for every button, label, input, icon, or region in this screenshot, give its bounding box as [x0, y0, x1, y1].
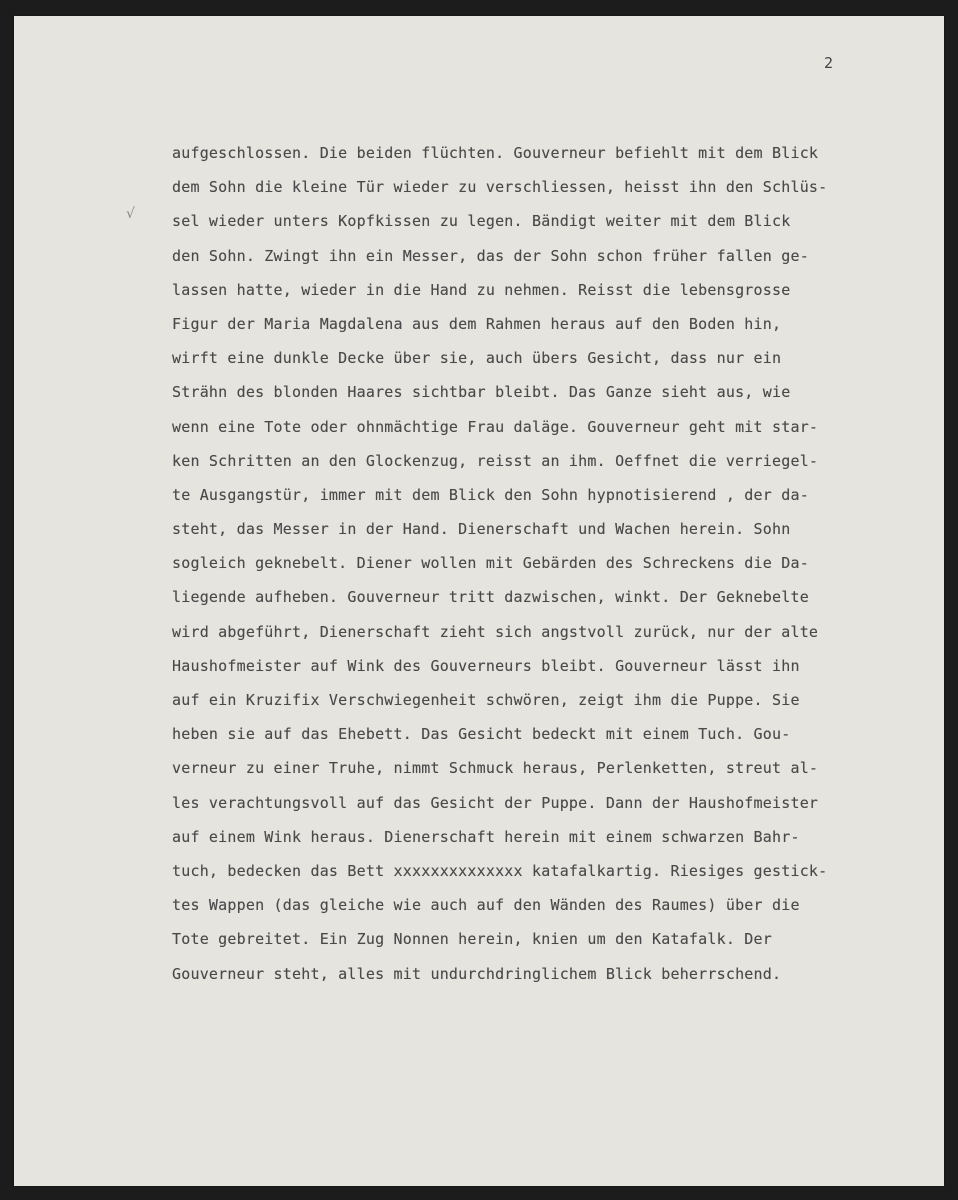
text-line: tes Wappen (das gleiche wie auch auf den Wänden des Raumes) über die: [172, 896, 800, 915]
text-line: les verachtungsvoll auf das Gesicht der Puppe. Dann der Haushofmeister: [172, 793, 819, 812]
text-line: dem Sohn die kleine Tür wieder zu verschliessen, heisst ihn den Schlüs-: [172, 178, 828, 197]
typed-body-text: [172, 136, 912, 991]
text-line: ken Schritten an den Glockenzug, reisst an ihm. Oeffnet die verriegel-: [172, 451, 819, 470]
text-line: Strähn des blonden Haares sichtbar bleibt. Das Ganze sieht aus, wie: [172, 383, 791, 402]
text-line: Figur der Maria Magdalena aus dem Rahmen heraus auf den Boden hin,: [172, 314, 782, 333]
page-number: 2: [824, 54, 834, 72]
text-line: Haushofmeister auf Wink des Gouverneurs bleibt. Gouverneur lässt ihn: [172, 656, 800, 675]
text-line: wirft eine dunkle Decke über sie, auch übers Gesicht, dass nur ein: [172, 349, 782, 368]
text-line: auf ein Kruzifix Verschwiegenheit schwören, zeigt ihm die Puppe. Sie: [172, 691, 800, 709]
typewritten-page: [14, 16, 944, 1186]
text-line: te Ausgangstür, immer mit dem Blick den Sohn hypnotisierend , der da-: [172, 485, 809, 504]
text-line: verneur zu einer Truhe, nimmt Schmuck heraus, Perlenketten, streut al-: [172, 759, 819, 778]
text-line: lassen hatte, wieder in die Hand zu nehmen. Reisst die lebensgrosse: [172, 280, 791, 299]
text-line: steht, das Messer in der Hand. Dienerschaft und Wachen herein. Sohn: [172, 520, 791, 539]
text-line: tuch, bedecken das Bett xxxxxxxxxxxxxx katafalkartig. Riesiges gestick-: [172, 861, 828, 880]
text-line: liegende aufheben. Gouverneur tritt dazwischen, winkt. Der Geknebelte: [172, 588, 809, 607]
text-line: auf einem Wink heraus. Dienerschaft herein mit einem schwarzen Bahr-: [172, 827, 800, 846]
text-line: wird abgeführt, Dienerschaft zieht sich angstvoll zurück, nur der alte: [172, 622, 819, 641]
text-line: aufgeschlossen. Die beiden flüchten. Gouverneur befiehlt mit dem Blick: [172, 144, 819, 162]
text-line: Gouverneur steht, alles mit undurchdringlichem Blick beherrschend.: [172, 964, 782, 983]
text-line: sel wieder unters Kopfkissen zu legen. Bändigt weiter mit dem Blick: [172, 212, 791, 231]
text-line: den Sohn. Zwingt ihn ein Messer, das der Sohn schon früher fallen ge-: [172, 246, 809, 265]
text-line: heben sie auf das Ehebett. Das Gesicht bedeckt mit einem Tuch. Gou-: [172, 725, 791, 744]
text-line: Tote gebreitet. Ein Zug Nonnen herein, knien um den Katafalk. Der: [172, 930, 772, 949]
text-line: wenn eine Tote oder ohnmächtige Frau daläge. Gouverneur geht mit star-: [172, 417, 819, 436]
margin-check-mark: √: [126, 206, 135, 222]
text-line: sogleich geknebelt. Diener wollen mit Gebärden des Schreckens die Da-: [172, 554, 809, 573]
